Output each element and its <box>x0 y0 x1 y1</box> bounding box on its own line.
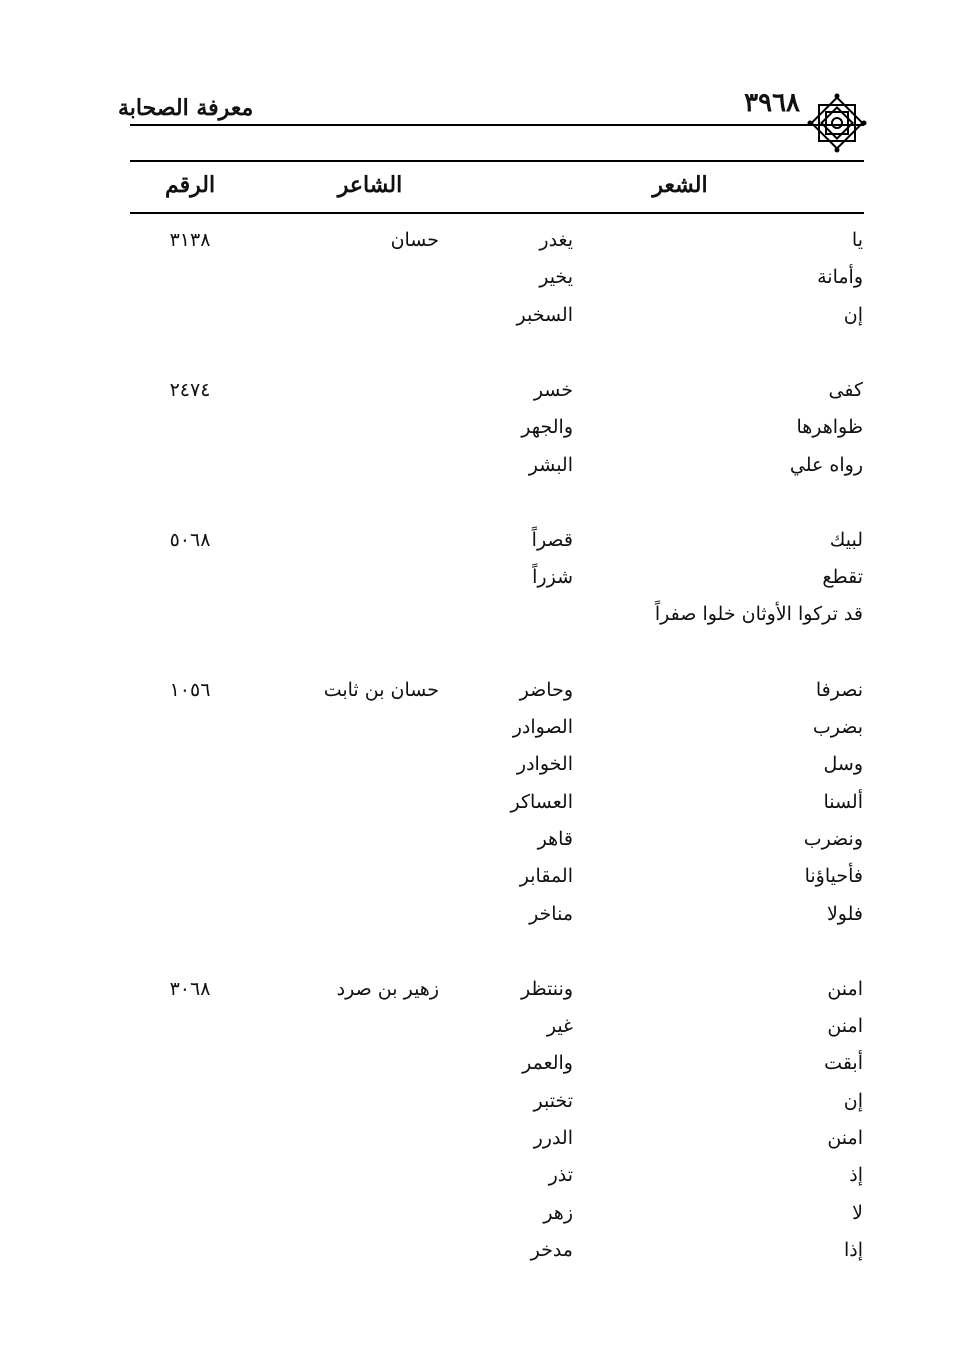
table-header-rule <box>130 212 864 214</box>
verse-start: وأمانة <box>817 266 863 289</box>
verse-end: وننتظر <box>521 977 573 1000</box>
verse-start: لا <box>852 1201 863 1224</box>
verse-end: مناخر <box>529 902 573 925</box>
verse-start: امنن <box>827 1015 863 1038</box>
column-header-poet: الشاعر <box>337 172 403 198</box>
verse-start: فأحياؤنا <box>804 865 863 888</box>
verse-start: رواه علي <box>789 453 863 476</box>
hadith-number: ٥٠٦٨ <box>169 528 211 551</box>
verse-start: تقطع <box>822 566 863 589</box>
verse-end: وحاضر <box>519 678 573 701</box>
verse-end: البشر <box>528 453 573 476</box>
ornament-star-icon <box>806 92 868 154</box>
verse-end: زهر <box>543 1201 573 1224</box>
verse-start: نصرفا <box>815 678 863 701</box>
verse-start: امنن <box>827 977 863 1000</box>
verse-start: ألسنا <box>823 790 863 813</box>
hadith-number: ٢٤٧٤ <box>169 378 211 401</box>
verse-end: تختبر <box>533 1089 573 1112</box>
verse-end: الدرر <box>533 1127 573 1149</box>
verse-end: تذر <box>548 1164 573 1187</box>
verse-start: لبيك <box>829 528 863 551</box>
page-number: ٣٩٦٨ <box>744 88 800 118</box>
verse-end: المقابر <box>519 865 573 888</box>
verse-start: قد تركوا الأوثان خلوا صفراً <box>654 603 863 626</box>
verse-start: بضرب <box>812 716 863 738</box>
verse-end: الصوادر <box>512 716 573 738</box>
verse-end: يخير <box>539 266 573 289</box>
verse-start: إن <box>843 303 863 326</box>
verse-end: خسر <box>533 378 573 401</box>
hadith-number: ٣٠٦٨ <box>169 977 211 1000</box>
verse-start: وسل <box>823 753 863 776</box>
verse-end: العساكر <box>510 790 573 813</box>
verse-start: امنن <box>827 1127 863 1149</box>
column-header-poetry: الشعر <box>652 172 708 198</box>
poet-name: حسان بن ثابت <box>323 678 439 701</box>
verse-start: ظواهرها <box>796 416 863 439</box>
verse-start: يا <box>851 229 863 251</box>
table-top-rule <box>130 160 864 162</box>
verse-end: قاهر <box>537 827 573 850</box>
verse-start: فلولا <box>826 902 863 925</box>
verse-start: كفى <box>828 378 863 401</box>
verse-start: ونضرب <box>803 827 863 850</box>
verse-end: والعمر <box>522 1052 573 1075</box>
header-rule <box>130 124 864 126</box>
hadith-number: ٣١٣٨ <box>169 229 211 251</box>
verse-end: مدخر <box>530 1238 573 1261</box>
column-header-number: الرقم <box>164 172 216 198</box>
verse-end: غير <box>546 1015 573 1038</box>
verse-end: الخوادر <box>516 753 573 776</box>
verse-end: يغدر <box>539 229 573 251</box>
verse-end: قصراً <box>531 528 573 551</box>
verse-end: شزراً <box>532 566 573 589</box>
hadith-number: ١٠٥٦ <box>169 678 211 701</box>
verse-start: إن <box>843 1089 863 1112</box>
poet-name: زهير بن صرد <box>336 977 439 1000</box>
verse-start: أبقت <box>824 1052 863 1075</box>
verse-end: السخبر <box>516 303 573 326</box>
verse-start: إذا <box>843 1238 863 1261</box>
verse-end: والجهر <box>521 416 573 439</box>
verse-start: إذ <box>849 1164 863 1187</box>
poet-name: حسان <box>390 229 439 251</box>
book-title: معرفة الصحابة <box>118 95 254 121</box>
